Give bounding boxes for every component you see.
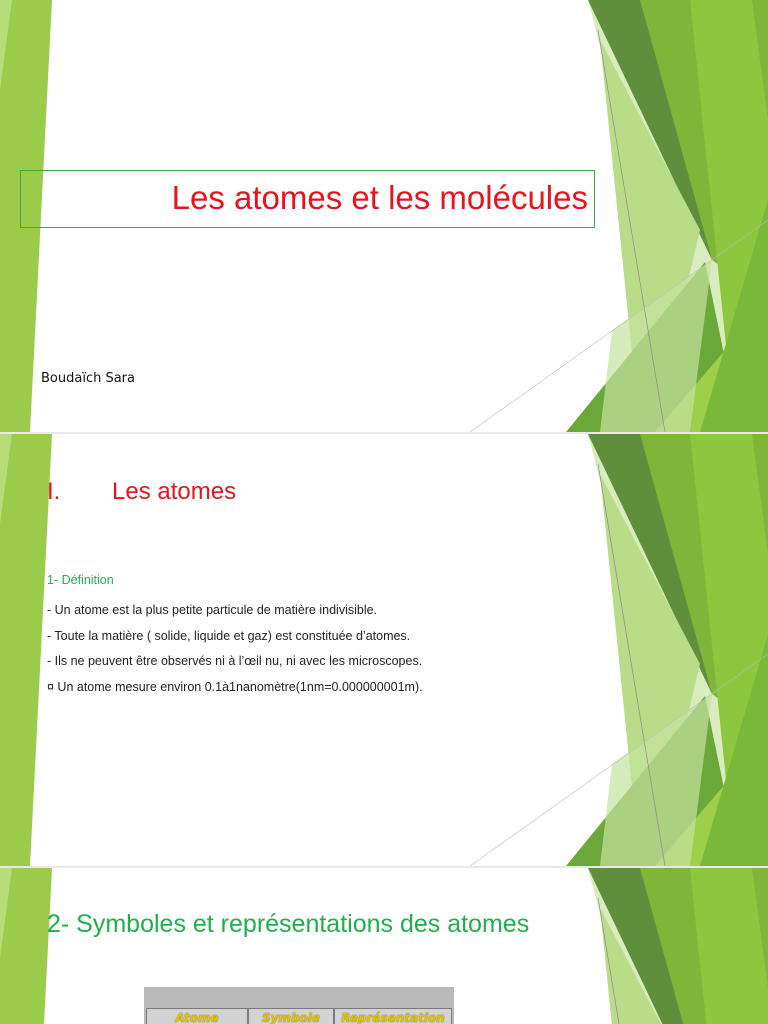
slide-heading: 2- Symboles et représentations des atomes	[47, 910, 530, 938]
list-item: - Un atome est la plus petite particule de matière indivisible.	[47, 603, 378, 617]
table-header-atome: Atome	[146, 1008, 248, 1024]
subheading: 1- Définition	[47, 573, 114, 587]
table-header-representation: Représentation	[334, 1008, 452, 1024]
slide-atoms-definition	[0, 434, 768, 866]
table-header-row	[146, 1008, 452, 1024]
section-title: Les atomes	[112, 478, 237, 505]
title-box	[20, 170, 595, 228]
definition-list	[47, 598, 423, 700]
list-item: - Ils ne peuvent être observés ni à l’œil nu, ni avec les microscopes.	[47, 654, 423, 668]
author-name: Boudaïch Sara	[41, 371, 135, 386]
section-number: I.	[47, 478, 61, 505]
table-header-symbole: Symbole	[248, 1008, 334, 1024]
list-item: ¤ Un atome mesure environ 0.1à1nanomètre(1nm=0.000000001m).	[47, 679, 423, 694]
list-item: - Toute la matière ( solide, liquide et gaz) est constituée d’atomes.	[47, 628, 411, 643]
presentation-title: Les atomes et les molécules	[171, 179, 588, 216]
slide-symbols	[0, 868, 768, 1024]
atom-table	[144, 987, 454, 1024]
left-green-strip	[0, 434, 52, 866]
slide-title	[0, 0, 768, 432]
